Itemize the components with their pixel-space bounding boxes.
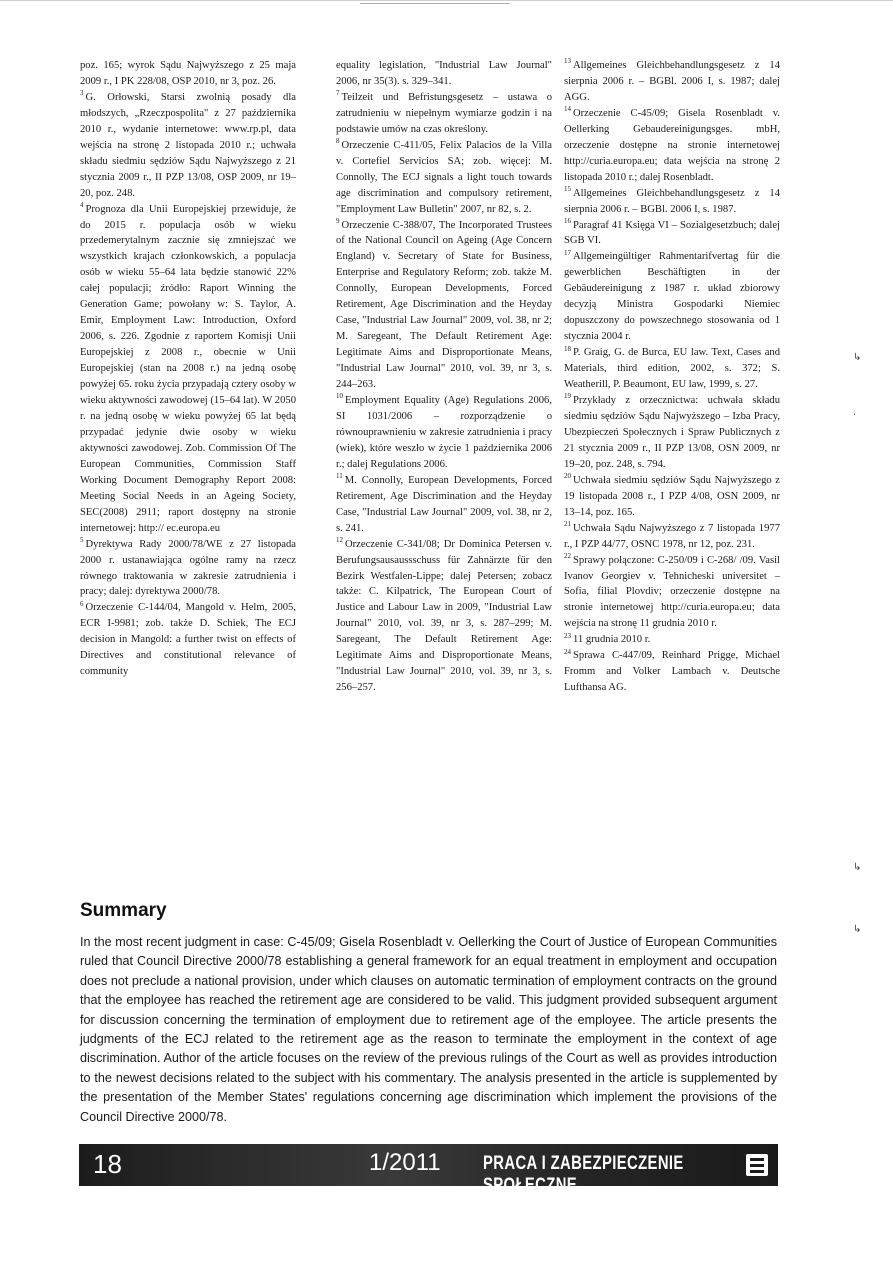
footnote — [564, 345, 780, 393]
footnote-text: M. Connolly, European Developments, Forced Retirement, Age Discrimination and the Heyday Case, "Industrial Law Journal" 2009, vol. 38, nr 2, s. 241. — [336, 474, 552, 534]
footnote — [80, 58, 296, 90]
footnote — [564, 473, 780, 521]
footnote-text: Orzeczenie C-144/04, Mangold v. Helm, 2005, ECR I-9981; zob. także D. Schiek, The ECJ decision in Mangold: a further twist on effects of Directives and constitutional relevance of community — [80, 602, 296, 678]
footnote-number: 16 — [564, 217, 571, 225]
footnote — [564, 648, 780, 696]
footnote — [80, 600, 296, 680]
summary-text: In the most recent judgment in case: C-45/09; Gisela Rosenbladt v. Oellerking the Court of Justice of European Communities ruled that Council Directive 2000/78 establishing a general framework for an equal treatment in employment and occupation does not preclude a national provision, under which clauses on automatic termination of employment contracts on the ground that the employee has reached the retirement age are considered to be valid. This judgment provided subsequent argument for discussion concerning the termination of employment due to retirement age of the employee. The article presents the judgments of the ECJ related to the retirement age as the reason to terminate the employment in the context of age discrimination. Author of the article focuses on the review of the previous rulings of the Court as well as provides introduction to the newest decisions related to the subject with his commentary. The analysis presented in the article is supplemented by the presentation of the Member States' regulations concerning age discrimination which implement the provisions of the Council Directive 2000/78. — [80, 935, 777, 1124]
footnote-number: 22 — [564, 552, 571, 561]
footnote-text: Uchwała siedmiu sędziów Sądu Najwyższego z 19 listopada 2008 r., I PZP 4/08, OSN 2009, nr 13–14, poz. 165. — [564, 474, 780, 518]
footnote — [564, 249, 780, 345]
footnote-text: G. Orłowski, Starsi zwolnią posady dla młodszych, „Rzeczpospolita" z 27 października 2010 r., wydanie internetowe: www.rp.pl, data wejścia na stronę 2 listopada 2010 r.; uchwała składu siedmiu sędziów Sądu Najwyższego z 21 stycznia 2009 r., II PZP 13/08, OSP 2009, nr 19–20, poz. 248. — [80, 91, 296, 199]
margin-mark: ↳ — [853, 352, 862, 363]
footnote-number: 18 — [564, 344, 571, 353]
footnote-number: 11 — [336, 472, 343, 481]
footnote-number: 15 — [564, 185, 571, 194]
footnote-number: 8 — [336, 137, 340, 146]
footnote-number: 14 — [564, 105, 571, 114]
footnote — [336, 473, 552, 537]
journal-logo-icon — [746, 1154, 768, 1176]
margin-mark: ↳ — [853, 924, 862, 935]
footnote-number: 3 — [80, 89, 84, 98]
footnote-text: Employment Equality (Age) Regulations 2006, SI 1031/2006 – rozporządzenie o równouprawnieniu w zakresie zatrudnienia i pracy (wiek), które weszło w życie 1 października 2006 r.; dalej Regulations 2006. — [336, 395, 552, 470]
top-rule-short — [360, 3, 510, 4]
page-number: 18 — [93, 1149, 122, 1179]
footnote-text: Orzeczenie C-45/09; Gisela Rosenbladt v. Oellerking Gebaudereinigungsges. mbH, orzeczenie dostępne na stronie internetowej http://curia.europa.eu; data wejścia na stronę 2 listopada 2010 r.; dalej Rosenbladt. — [564, 107, 780, 183]
footnote-text: Dyrektywa Rady 2000/78/WE z 27 listopada 2000 r. ustanawiająca ogólne ramy na rzecz równego traktowania w zakresie zatrudnienia i pracy; dalej: dyrektywa 2000/78. — [80, 538, 296, 598]
footnote-number: 19 — [564, 392, 571, 401]
footnote-text: Allgemeines Gleichbehandlungsgesetz z 14 sierpnia 2006 r. – BGBl. 2006 I, s. 1987; dalej AGG. — [564, 60, 780, 103]
footnote-text: Paragraf 41 Księga VI – Sozialgesetzbuch; dalej SGB VI. — [564, 219, 780, 247]
footnote — [80, 90, 296, 202]
footnote-number: 12 — [336, 536, 343, 545]
footnote-number: 20 — [564, 472, 571, 481]
footnote-text: Orzeczenie C-388/07, The Incorporated Trustees of the National Council on Ageing (Age Concern England) v. Secretary of State for Business, Enterprise and Regulatory Reform; zob. także M. Connolly, European Developments, Forced Retirement, Age Discrimination and the Heyday Case, "Industrial Law Journal" 2009, vol. 38, nr 2; M. Saregeant, The Default Retirement Age: Legitimate Aims and Disproportionate Means, "Industrial Law Journal" 2010, vol. 39, nr 3, s. 244–263. — [336, 219, 552, 391]
footnote-text: Sprawa C-447/09, Reinhard Prigge, Michael Fromm and Volker Lambach v. Deutsche Lufthansa AG. — [564, 650, 780, 694]
footnote-text: poz. 165; wyrok Sądu Najwyższego z 25 maja 2009 r., I PK 228/08, OSP 2010, nr 3, poz. 26. — [80, 60, 296, 87]
footnote-number: 6 — [80, 599, 84, 608]
summary-heading: Summary — [80, 900, 167, 921]
footnotes-column-1 — [80, 58, 296, 680]
footnote-text: Orzeczenie C-341/08; Dr Dominica Petersen v. Berufungsausaussschuss für Zahnärzte für den Bezirk Westfalen-Lippe; dalej Petersen; zobacz także: C. Kilpatrick, The European Court of Justice and Labour Law in 2009, "Industrial Law Journal" 2010, vol. 39, nr 3, s. 287–299; M. Saregeant, The Default Retirement Age: Legitimate Aims and Disproportionate Means, "Industrial Law Journal" 2010, vol. 39, nr 3, s. 256–257. — [336, 538, 552, 694]
footnote — [564, 521, 780, 553]
footnote — [336, 138, 552, 218]
top-rule — [0, 0, 893, 1]
footnote-text: Allgemeines Gleichbehandlungsgesetz z 14 sierpnia 2006 r. – BGBl. 2006 I, s. 1987. — [564, 187, 780, 215]
footnote-number: 23 — [564, 631, 571, 640]
footnote — [80, 537, 296, 601]
footnote-number: 7 — [336, 89, 340, 98]
footnote — [336, 393, 552, 473]
footnote — [564, 218, 780, 250]
footnote — [564, 58, 780, 106]
footnote-number: 9 — [336, 217, 340, 225]
journal-title: PRACA I ZABEZPIECZENIE SPOŁECZNE — [483, 1153, 684, 1196]
footnote-number: 5 — [80, 536, 84, 545]
footnote-text: Allgemeingültiger Rahmentarifvertag für die gewerblichen Beschäftigten in der Gebäudereinigung z 1987 r. układ zbiorowy decyzją Ministra Gospodarki Niemiec dopuszczony do powszechnego stosowania od 1 stycznia 2004 r. — [564, 251, 780, 343]
footnote-number: 17 — [564, 248, 571, 257]
footnote-number: 13 — [564, 57, 571, 66]
footnote-text: Orzeczenie C-411/05, Felix Palacios de la Villa v. Cortefiel Servicios SA; zob. więcej: M. Connolly, The ECJ signals a light touch towards age discrimination and compulsory retirement, "Employment Law Bulletin" 2007, nr 82, s. 2. — [336, 139, 552, 215]
footnote — [564, 632, 780, 648]
footnote-text: Sprawy połączone: C-250/09 i C-268/ /09. Vasil Ivanov Georgiev v. Tehnicheski universitet – Sofia, filial Plovdiv; orzeczenie dostępne na stronie internetowej http://curia.europa.eu; data wejścia na stronę 11 grudnia 2010 r. — [564, 554, 780, 630]
footnote — [564, 186, 780, 218]
footnotes-column-2 — [336, 58, 552, 696]
footnote — [336, 58, 552, 90]
footnote-number: 24 — [564, 647, 571, 656]
page-footer-bar — [79, 1144, 778, 1196]
footnote-text: P. Graig, G. de Burca, EU law. Text, Cases and Materials, third edition, 2002, s. 372; S. Weatherill, P. Beaumont, EU law, 1999, s. 27. — [564, 347, 780, 391]
footnote — [80, 202, 296, 537]
footnote-number: 4 — [80, 201, 84, 210]
footnote-text: Uchwała Sądu Najwyższego z 7 listopada 1977 r., I PZP 44/77, OSNC 1978, nr 12, poz. 231. — [564, 522, 780, 550]
footnote-text: Przykłady z orzecznictwa: uchwała składu siedmiu sędziów Sądu Najwyższego – Izba Pracy, Ubezpieczeń Społecznych i Spraw Publicznych z 21 stycznia 2009 r., II PZP 13/08, OSN 2009, nr 19–20, poz. 248, s. 794. — [564, 395, 780, 470]
footnotes-column-3 — [564, 58, 780, 696]
footnote-text: Prognoza dla Unii Europejskiej przewiduje, że do 2015 r. populacja osób w wieku przedemerytalnym zacznie się zmniejszać we wszystkich krajach członkowskich, a populacja osób w wieku 55–64 lata będzie stanowić 22% całej populacji; źródło: Raport Winning the Generation Game; powołany w: S. Taylor, A. Emir, Employment Law: Introduction, Oxford 2006, s. 226. Zgodnie z raportem Komisji Unii Europejskiej z 2008 r., obecnie w Unii Europejskiej (stan na 2008 r.) na jedną osobę powyżej 65. roku życia przypadają cztery osoby w wieku aktywności zawodowej (15–64 lat). W 2050 r. na jedną osobę w wieku powyżej 65 lat będą przypadać jedynie dwie osoby w wieku aktywności zawodowej. Zob. Commission Of The European Communities, Commission Staff Working Document Demography Report 2008: Meeting Social Needs in an Ageing Society, SEC(2008) 2911; raport dostępny na stronie internetowej: http:// ec.europa.eu — [80, 203, 296, 534]
footnote-number: 10 — [336, 392, 343, 401]
footnote — [336, 537, 552, 697]
footnote-text: Teilzeit und Befristungsgesetz – ustawa o zatrudnieniu w niepełnym wymiarze godzin i na podstawie umów na czas określony. — [336, 91, 552, 135]
margin-mark: ↳ — [853, 862, 862, 873]
footnote — [336, 90, 552, 138]
margin-mark: · — [853, 410, 857, 421]
issue-number: 1/2011 — [369, 1149, 441, 1176]
footnote-text: equality legislation, "Industrial Law Journal" 2006, nr 35(3). s. 329–341. — [336, 60, 552, 87]
footnote — [564, 106, 780, 186]
footnote — [564, 393, 780, 473]
footnote — [564, 553, 780, 633]
footnote — [336, 218, 552, 393]
footnote-number: 21 — [564, 520, 571, 529]
footnote-text: 11 grudnia 2010 r. — [573, 634, 651, 646]
